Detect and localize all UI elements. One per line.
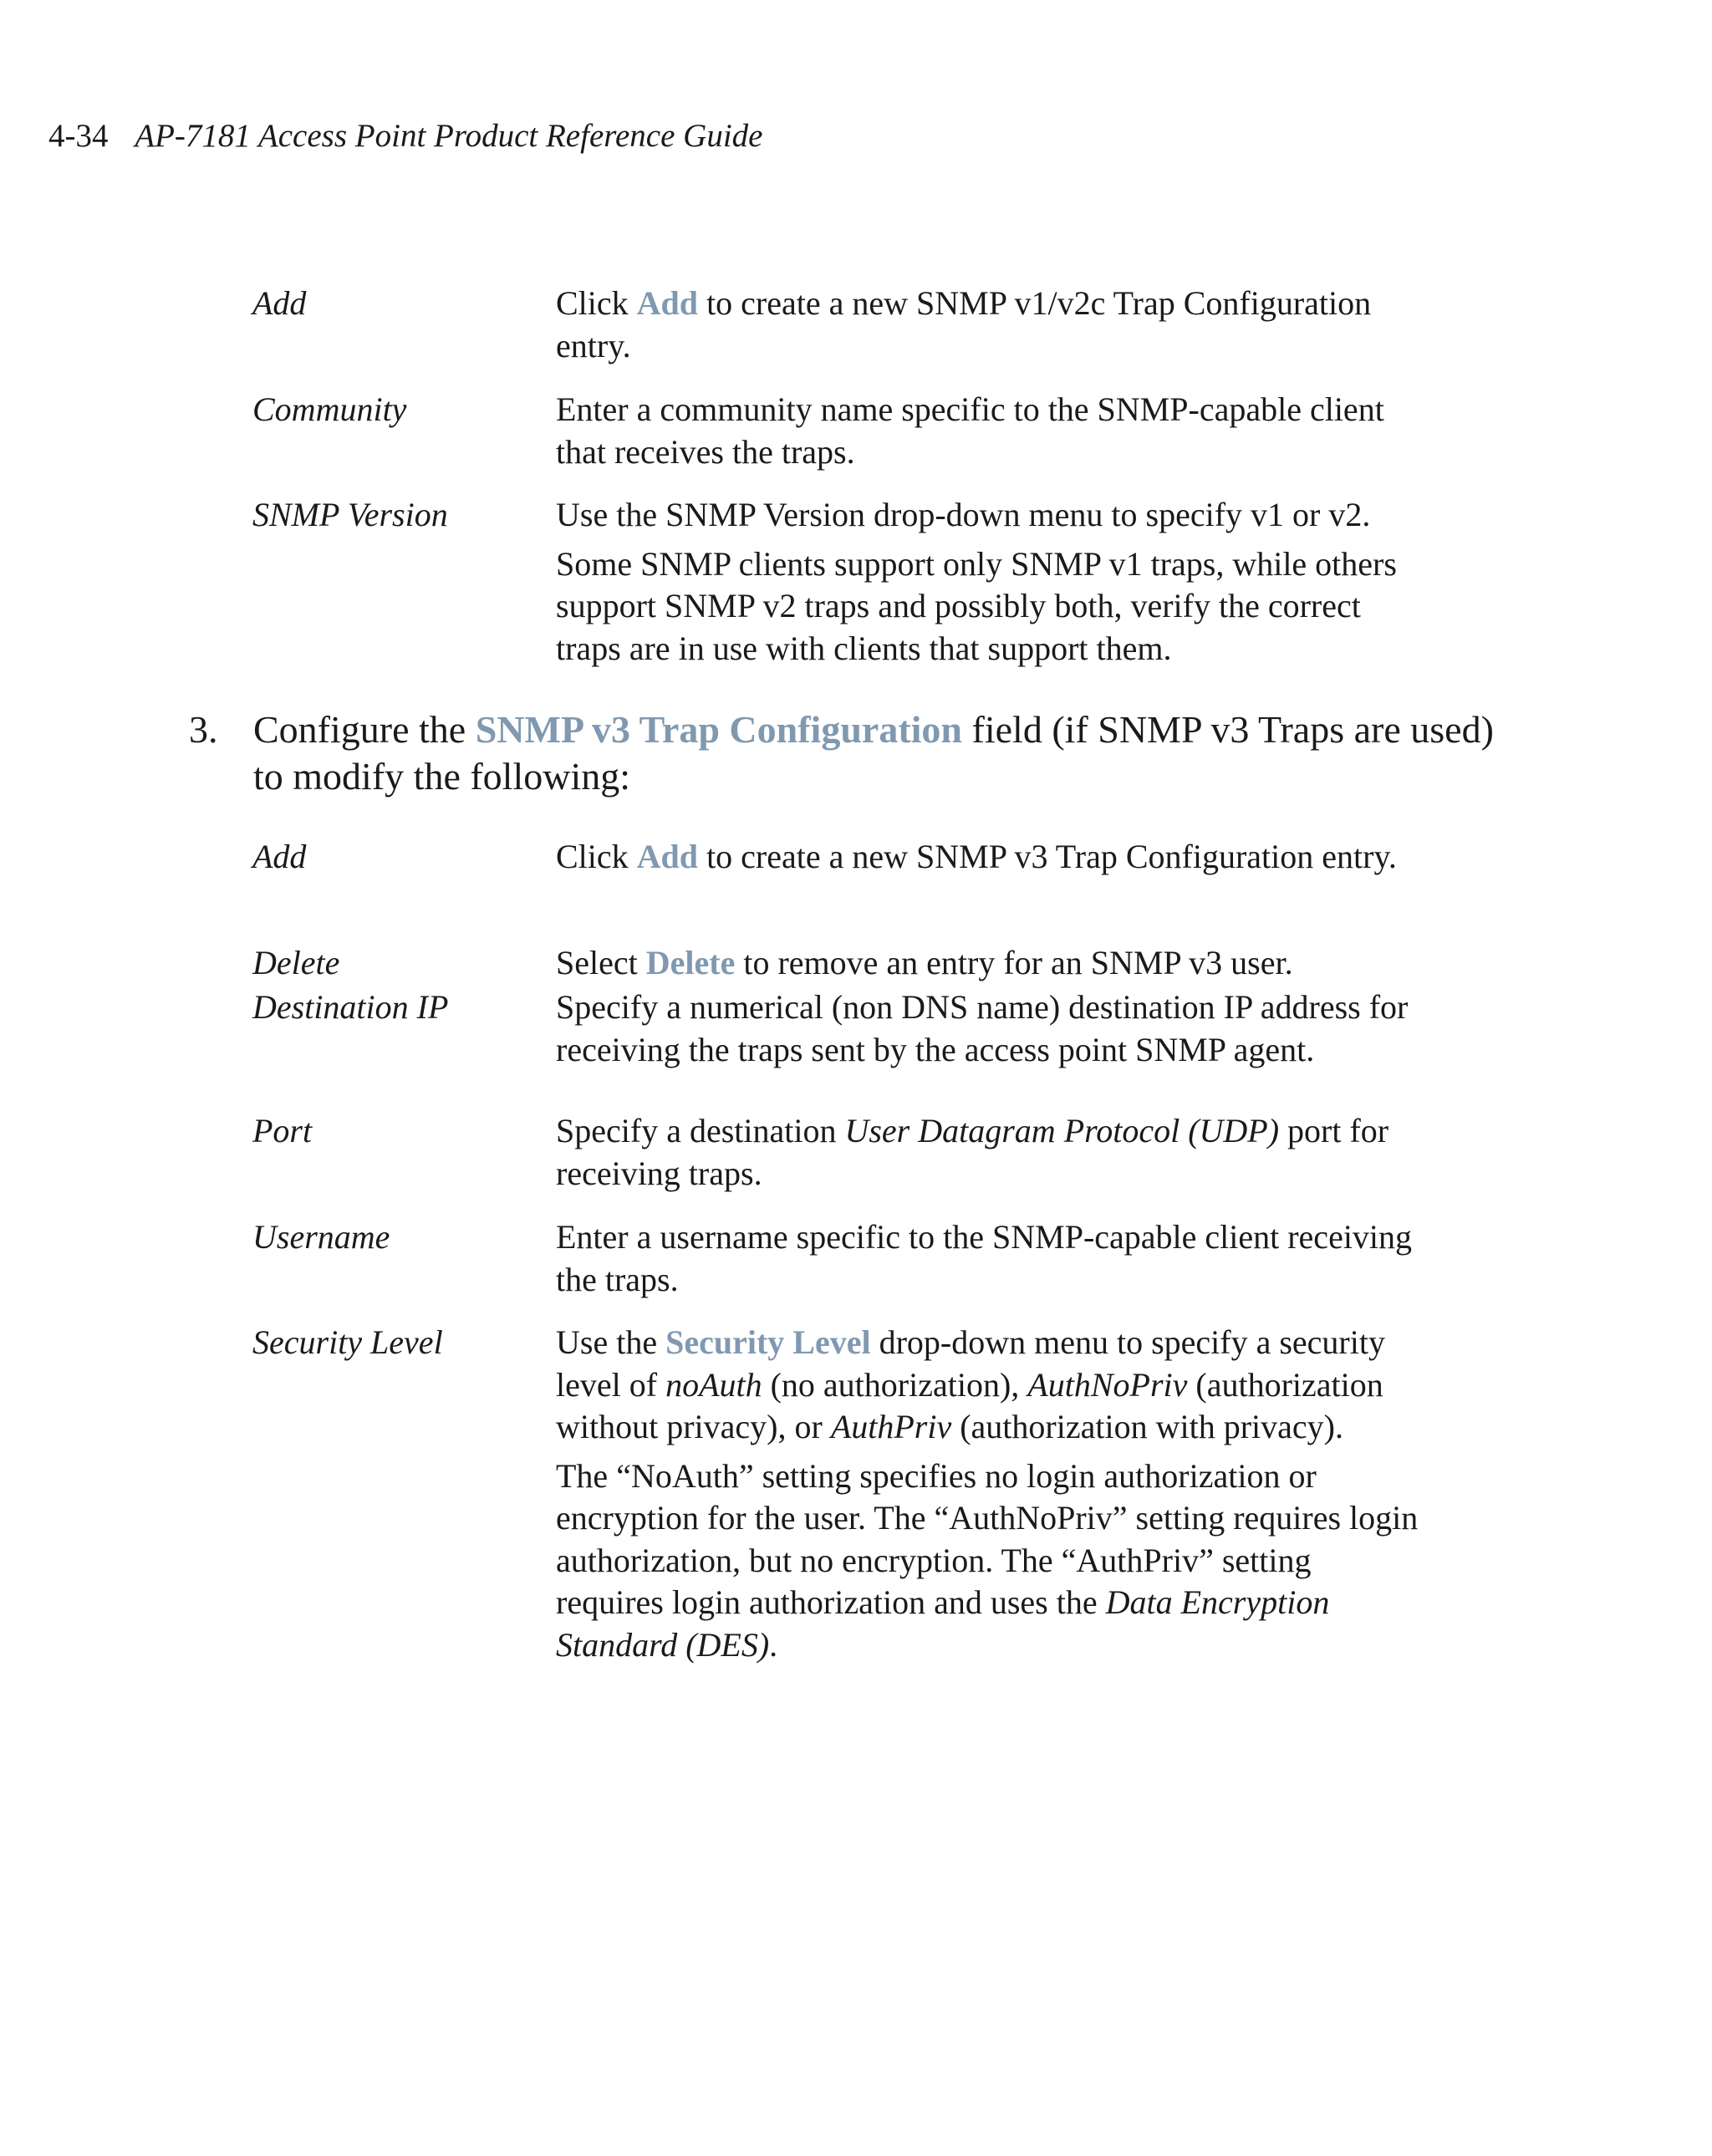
description-community: Enter a community name specific to the SNMP-capable client that receives the traps. xyxy=(556,390,1384,471)
trap-v3-definition-table xyxy=(252,836,1423,1666)
page-header xyxy=(48,115,762,157)
term-add: Add xyxy=(252,284,307,322)
description-add: Click Add to create a new SNMP v1/v2c Trap Configuration entry. xyxy=(556,284,1372,364)
page-number: 4-34 xyxy=(48,118,109,154)
definition-row-destination-ip xyxy=(252,986,1423,1110)
step-number: 3. xyxy=(189,708,218,751)
term-port: Port xyxy=(252,1112,313,1149)
term-destination-ip: Destination IP xyxy=(252,988,449,1026)
definition-row-add xyxy=(252,283,1423,389)
description-security-level: Use the Security Level drop-down menu to specify a security level of noAuth (no authorization), AuthNoPriv (authorization without privacy), or AuthPriv (authorization with privacy). The “NoAuth” setting specifies no login authorization or encryption for the user. The “AuthNoPriv” setting requires login authorization, but no encryption. The “AuthPriv” setting requires login authorization and uses the Data Encryption Standard (DES). xyxy=(556,1323,1419,1664)
step-text: Configure the SNMP v3 Trap Configuration field (if SNMP v3 Traps are used) to modify the following: xyxy=(253,708,1494,798)
description-port: Specify a destination User Datagram Protocol (UDP) port for receiving traps. xyxy=(556,1112,1389,1192)
definition-row-port xyxy=(252,1110,1423,1216)
description-username: Enter a username specific to the SNMP-capable client receiving the traps. xyxy=(556,1218,1413,1298)
definition-row-security-level xyxy=(252,1322,1423,1666)
definition-row-add-v3 xyxy=(252,836,1423,942)
trap-v1v2c-definition-table xyxy=(252,283,1423,670)
guide-title: AP-7181 Access Point Product Reference Guide xyxy=(135,118,763,154)
description-delete: Select Delete to remove an entry for an SNMP v3 user. xyxy=(556,944,1293,981)
step-3-instruction xyxy=(189,706,1526,800)
definition-row-community xyxy=(252,389,1423,494)
definition-row-snmp-version xyxy=(252,494,1423,670)
term-add-v3: Add xyxy=(252,838,307,875)
add-button-reference: Add xyxy=(636,284,699,322)
term-delete: Delete xyxy=(252,944,340,981)
term-username: Username xyxy=(252,1218,390,1256)
add-button-reference: Add xyxy=(636,838,699,875)
description-snmp-version: Use the SNMP Version drop-down menu to specify v1 or v2. Some SNMP clients support only SNMP v1 traps, while others support SNMP v2 traps and possibly both, verify the correct traps are in use with clients that support them. xyxy=(556,496,1397,667)
description-add-v3: Click Add to create a new SNMP v3 Trap Configuration entry. xyxy=(556,838,1397,875)
term-snmp-version: SNMP Version xyxy=(252,496,448,533)
security-level-reference: Security Level xyxy=(665,1323,871,1361)
term-community: Community xyxy=(252,390,407,428)
snmp-v3-trap-configuration-reference: SNMP v3 Trap Configuration xyxy=(475,708,963,751)
term-security-level: Security Level xyxy=(252,1323,443,1361)
definition-row-delete xyxy=(252,942,1423,986)
definition-row-username xyxy=(252,1216,1423,1322)
delete-button-reference: Delete xyxy=(645,944,736,981)
description-destination-ip: Specify a numerical (non DNS name) destination IP address for receiving the traps sent by the access point SNMP agent. xyxy=(556,988,1409,1068)
